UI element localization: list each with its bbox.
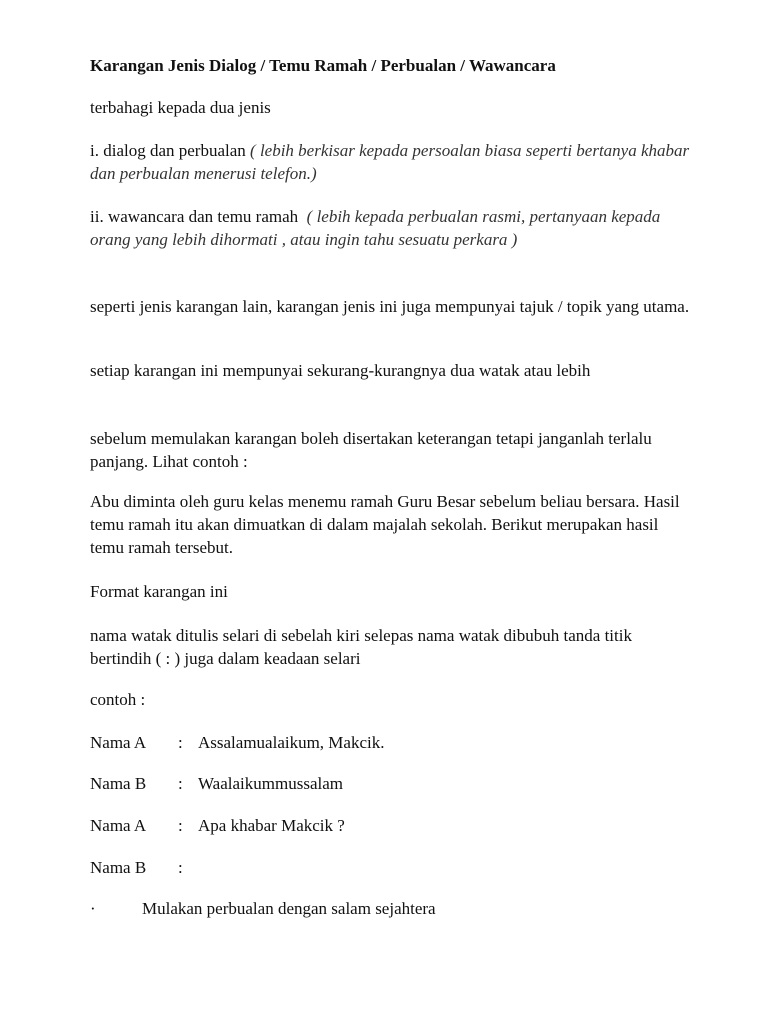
bullet-item [90, 897, 690, 920]
speaker-colon: : [178, 816, 183, 835]
speaker-name: Nama A [90, 733, 147, 752]
dialog-text: Apa khabar Makcik ? [198, 816, 345, 835]
paragraph-description: sebelum memulakan karangan boleh disertakan keterangan tetapi janganlah terlalu panjang. Lihat contoh : [90, 429, 652, 471]
bullet-dot-icon: · [90, 899, 96, 918]
paragraph-type-2 [90, 205, 690, 251]
speaker-name: Nama A [90, 816, 147, 835]
speaker-colon: : [178, 774, 183, 793]
type-1-note: ( lebih berkisar kepada persoalan biasa seperti bertanya khabar dan perbualan menerusi telefon.) [90, 141, 690, 183]
paragraph-topic: seperti jenis karangan lain, karangan jenis ini juga mempunyai tajuk / topik yang utama. [90, 297, 690, 316]
paragraph-type-1 [90, 139, 690, 185]
dialog-line [90, 814, 690, 837]
dialog-text: Assalamualaikum, Makcik. [198, 733, 385, 752]
dialog-line [90, 772, 690, 795]
paragraph-format-rule: nama watak ditulis selari di sebelah kiri selepas nama watak dibubuh tanda titik bertindih ( : ) juga dalam keadaan selari [90, 626, 632, 668]
speaker-colon: : [178, 858, 183, 877]
speaker-name: Nama B [90, 774, 147, 793]
paragraph-example-story: Abu diminta oleh guru kelas menemu ramah Guru Besar sebelum beliau bersara. Hasil temu ramah itu akan dimuatkan di dalam majalah sekolah. Berikut merupakan hasil temu ramah tersebut. [90, 492, 680, 557]
dialog-text: Waalaikummussalam [198, 774, 343, 793]
speaker-name: Nama B [90, 858, 147, 877]
paragraph-format: Format karangan ini [90, 582, 228, 601]
type-1-label: i. dialog dan perbualan [90, 141, 246, 160]
type-2-label: ii. wawancara dan temu ramah [90, 207, 299, 226]
paragraph-characters: setiap karangan ini mempunyai sekurang-kurangnya dua watak atau lebih [90, 361, 591, 380]
speaker-colon: : [178, 733, 183, 752]
dialog-line [90, 856, 690, 879]
type-2-note: ( lebih kepada perbualan rasmi, pertanyaan kepada orang yang lebih dihormati , atau ingin tahu sesuatu perkara ) [90, 207, 661, 249]
paragraph-example-label: contoh : [90, 690, 146, 709]
bullet-text: Mulakan perbualan dengan salam sejahtera [142, 899, 436, 918]
document-title: Karangan Jenis Dialog / Temu Ramah / Perbualan / Wawancara [90, 56, 556, 75]
paragraph-intro: terbahagi kepada dua jenis [90, 98, 271, 117]
dialog-line [90, 731, 690, 754]
